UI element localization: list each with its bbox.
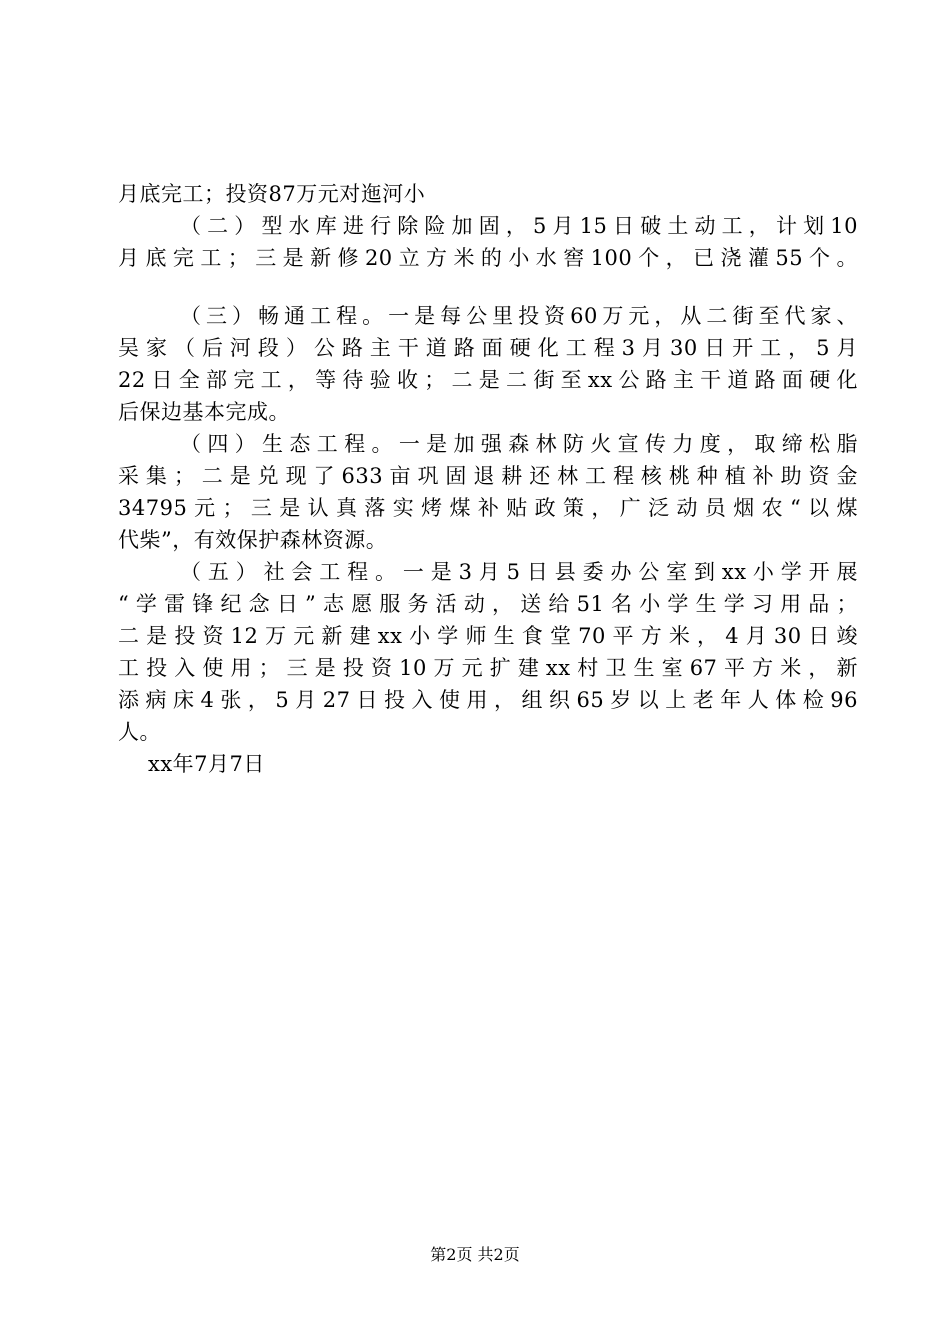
text-line: （二）型水库进行除险加固，5月15日破土动工，计划10 (180, 214, 858, 238)
text-line: 工投入使用；三是投资10万元扩建xx村卫生室67平方米，新 (118, 656, 858, 680)
text-line: 吴家（后河段）公路主干道路面硬化工程3月30日开工，5月 (118, 336, 858, 360)
text-line: 代柴”，有效保护森林资源。 (118, 528, 388, 552)
text-line: 后保边基本完成。 (118, 400, 290, 424)
text-line: 月底完工；三是新修20立方米的小水窖100个，已浇灌55个。 (118, 246, 858, 270)
page-footer: 第2页 共2页 (430, 1245, 520, 1264)
text-line: 34795元；三是认真落实烤煤补贴政策，广泛动员烟农“以煤 (118, 496, 858, 520)
paragraph-gap (118, 274, 858, 300)
text-line: 22日全部完工，等待验收；二是二街至xx公路主干道路面硬化 (118, 368, 858, 392)
text-line: 人。 (118, 720, 161, 744)
text-line: （五）社会工程。一是3月5日县委办公室到xx小学开展 (180, 560, 858, 584)
text-line: （三）畅通工程。一是每公里投资60万元，从二街至代家、 (180, 304, 858, 328)
document-body (118, 178, 858, 780)
text-line: 月底完工；投资87万元对迤河小 (118, 182, 426, 206)
text-line: 采集；二是兑现了633亩巩固退耕还林工程核桃种植补助资金 (118, 464, 858, 488)
text-line: （四）生态工程。一是加强森林防火宣传力度，取缔松脂 (180, 432, 858, 456)
text-line: “学雷锋纪念日”志愿服务活动，送给51名小学生学习用品； (118, 592, 858, 616)
document-date: xx年7月7日 (148, 752, 265, 776)
text-line: 添病床4张，5月27日投入使用，组织65岁以上老年人体检96 (118, 688, 858, 712)
text-line: 二是投资12万元新建xx小学师生食堂70平方米，4月30日竣 (118, 624, 858, 648)
